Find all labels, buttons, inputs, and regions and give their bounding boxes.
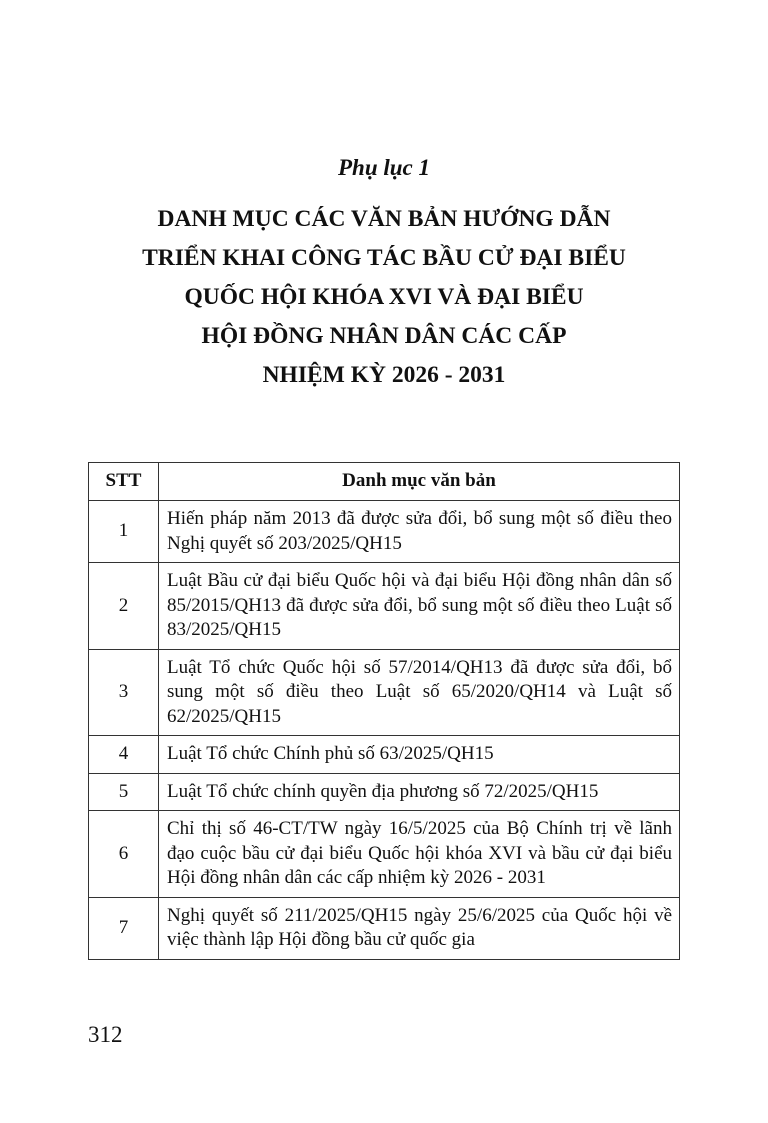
appendix-label: Phụ lục 1 — [337, 155, 431, 180]
title-line: HỘI ĐỒNG NHÂN DÂN CÁC CẤP — [201, 323, 567, 349]
table-row — [89, 649, 680, 736]
table-row — [89, 811, 680, 898]
row-stt: 1 — [89, 501, 159, 563]
header-document: Danh mục văn bản — [159, 463, 680, 501]
row-document: Luật Tổ chức Chính phủ số 63/2025/QH15 — [159, 736, 680, 774]
row-stt: 7 — [89, 897, 159, 959]
table-row — [89, 736, 680, 774]
row-stt: 3 — [89, 649, 159, 736]
row-document: Luật Tổ chức chính quyền địa phương số 72/2025/QH15 — [159, 773, 680, 811]
table-row — [89, 773, 680, 811]
document-list-table — [88, 462, 680, 960]
title-line: DANH MỤC CÁC VĂN BẢN HƯỚNG DẪN — [157, 206, 611, 232]
row-document: Nghị quyết số 211/2025/QH15 ngày 25/6/2025 của Quốc hội về việc thành lập Hội đồng bầu cử quốc gia — [159, 897, 680, 959]
document-title — [60, 200, 708, 395]
table-row — [89, 563, 680, 650]
row-stt: 4 — [89, 736, 159, 774]
header-stt: STT — [89, 463, 159, 501]
table-row — [89, 501, 680, 563]
row-stt: 2 — [89, 563, 159, 650]
row-document: Hiến pháp năm 2013 đã được sửa đổi, bổ sung một số điều theo Nghị quyết số 203/2025/QH15 — [159, 501, 680, 563]
row-stt: 5 — [89, 773, 159, 811]
row-stt: 6 — [89, 811, 159, 898]
title-line: TRIỂN KHAI CÔNG TÁC BẦU CỬ ĐẠI BIỂU — [142, 245, 626, 271]
row-document: Luật Bầu cử đại biểu Quốc hội và đại biểu Hội đồng nhân dân số 85/2015/QH13 đã được sửa đổi, bổ sung một số điều theo Luật số 83/2025/QH15 — [159, 563, 680, 650]
table-header-row — [89, 463, 680, 501]
row-document: Luật Tổ chức Quốc hội số 57/2014/QH13 đã được sửa đổi, bổ sung một số điều theo Luật số 65/2020/QH14 và Luật số 62/2025/QH15 — [159, 649, 680, 736]
row-document: Chỉ thị số 46-CT/TW ngày 16/5/2025 của Bộ Chính trị về lãnh đạo cuộc bầu cử đại biểu Quốc hội khóa XVI và bầu cử đại biểu Hội đồng nhân dân các cấp nhiệm kỳ 2026 - 2031 — [159, 811, 680, 898]
title-line: NHIỆM KỲ 2026 - 2031 — [262, 362, 506, 388]
title-line: QUỐC HỘI KHÓA XVI VÀ ĐẠI BIỂU — [184, 284, 584, 310]
table-row — [89, 897, 680, 959]
page-number: 312 — [88, 1022, 123, 1047]
